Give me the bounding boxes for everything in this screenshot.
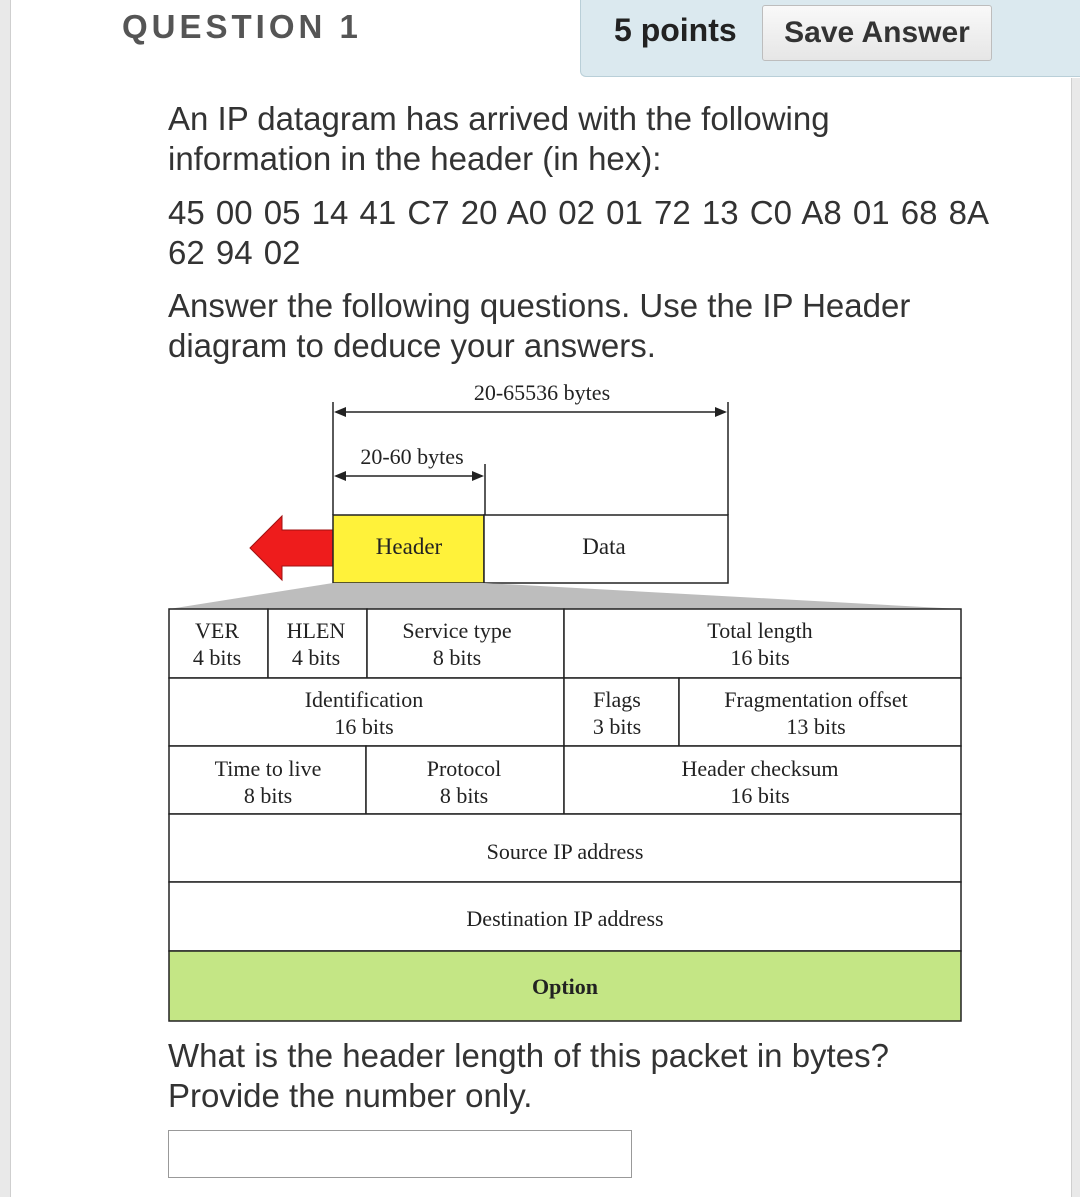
ip-header-diagram <box>160 372 980 1032</box>
field-protocol-size: 8 bits <box>439 783 489 808</box>
red-direction-arrow <box>250 516 333 580</box>
question-intro: An IP datagram has arrived with the following information in the header (in hex): <box>168 100 830 177</box>
field-header-checksum-name: Header checksum <box>681 756 839 781</box>
field-identification-name: Identification <box>304 687 424 712</box>
header-span-label: 20-60 bytes <box>360 444 464 469</box>
question-instructions: Answer the following questions. Use the IP Header diagram to deduce your answers. <box>168 287 911 364</box>
field-ver-name: VER <box>195 618 239 643</box>
total-span-label: 20-65536 bytes <box>473 380 611 405</box>
field-ver-size: 4 bits <box>192 645 242 670</box>
field-protocol-name: Protocol <box>426 756 502 781</box>
total-span-arrow-left <box>334 407 346 417</box>
field-destination-ip-name: Destination IP address <box>466 906 664 931</box>
header-span-arrow-right <box>472 471 484 481</box>
data-block-label: Data <box>582 534 626 559</box>
field-time-to-live-name: Time to live <box>214 756 322 781</box>
field-service-type-size: 8 bits <box>432 645 482 670</box>
field-total-length-size: 16 bits <box>730 645 790 670</box>
field-header-checksum-size: 16 bits <box>730 783 790 808</box>
header-span-arrow-left <box>334 471 346 481</box>
expansion-cone <box>169 583 961 609</box>
field-flags-name: Flags <box>593 687 641 712</box>
field-hlen-size: 4 bits <box>291 645 341 670</box>
field-flags-size: 3 bits <box>592 714 642 739</box>
answer-input[interactable] <box>168 1130 632 1178</box>
field-identification-size: 16 bits <box>334 714 394 739</box>
field-fragmentation-offset-size: 13 bits <box>786 714 846 739</box>
field-fragmentation-offset-name: Fragmentation offset <box>724 687 908 712</box>
points-value: 5 points <box>614 12 737 48</box>
header-block-label: Header <box>375 534 443 559</box>
page-frame-left <box>0 0 11 1197</box>
field-option-name: Option <box>531 974 599 999</box>
question-prompt: What is the header length of this packet in bytes? Provide the number only. <box>168 1037 889 1114</box>
field-total-length-name: Total length <box>707 618 813 643</box>
hex-header-value: 45 00 05 14 41 C7 20 A0 02 01 72 13 C0 A8 01 68 8A 62 94 02 <box>168 194 988 271</box>
save-answer-button[interactable]: Save Answer <box>762 5 992 61</box>
total-span-arrow-right <box>715 407 727 417</box>
field-time-to-live-size: 8 bits <box>243 783 293 808</box>
field-service-type-name: Service type <box>402 618 512 643</box>
field-hlen-name: HLEN <box>286 618 346 643</box>
field-source-ip-name: Source IP address <box>486 839 644 864</box>
page-frame-right <box>1071 78 1080 1197</box>
question-title: QUESTION 1 <box>122 8 362 45</box>
